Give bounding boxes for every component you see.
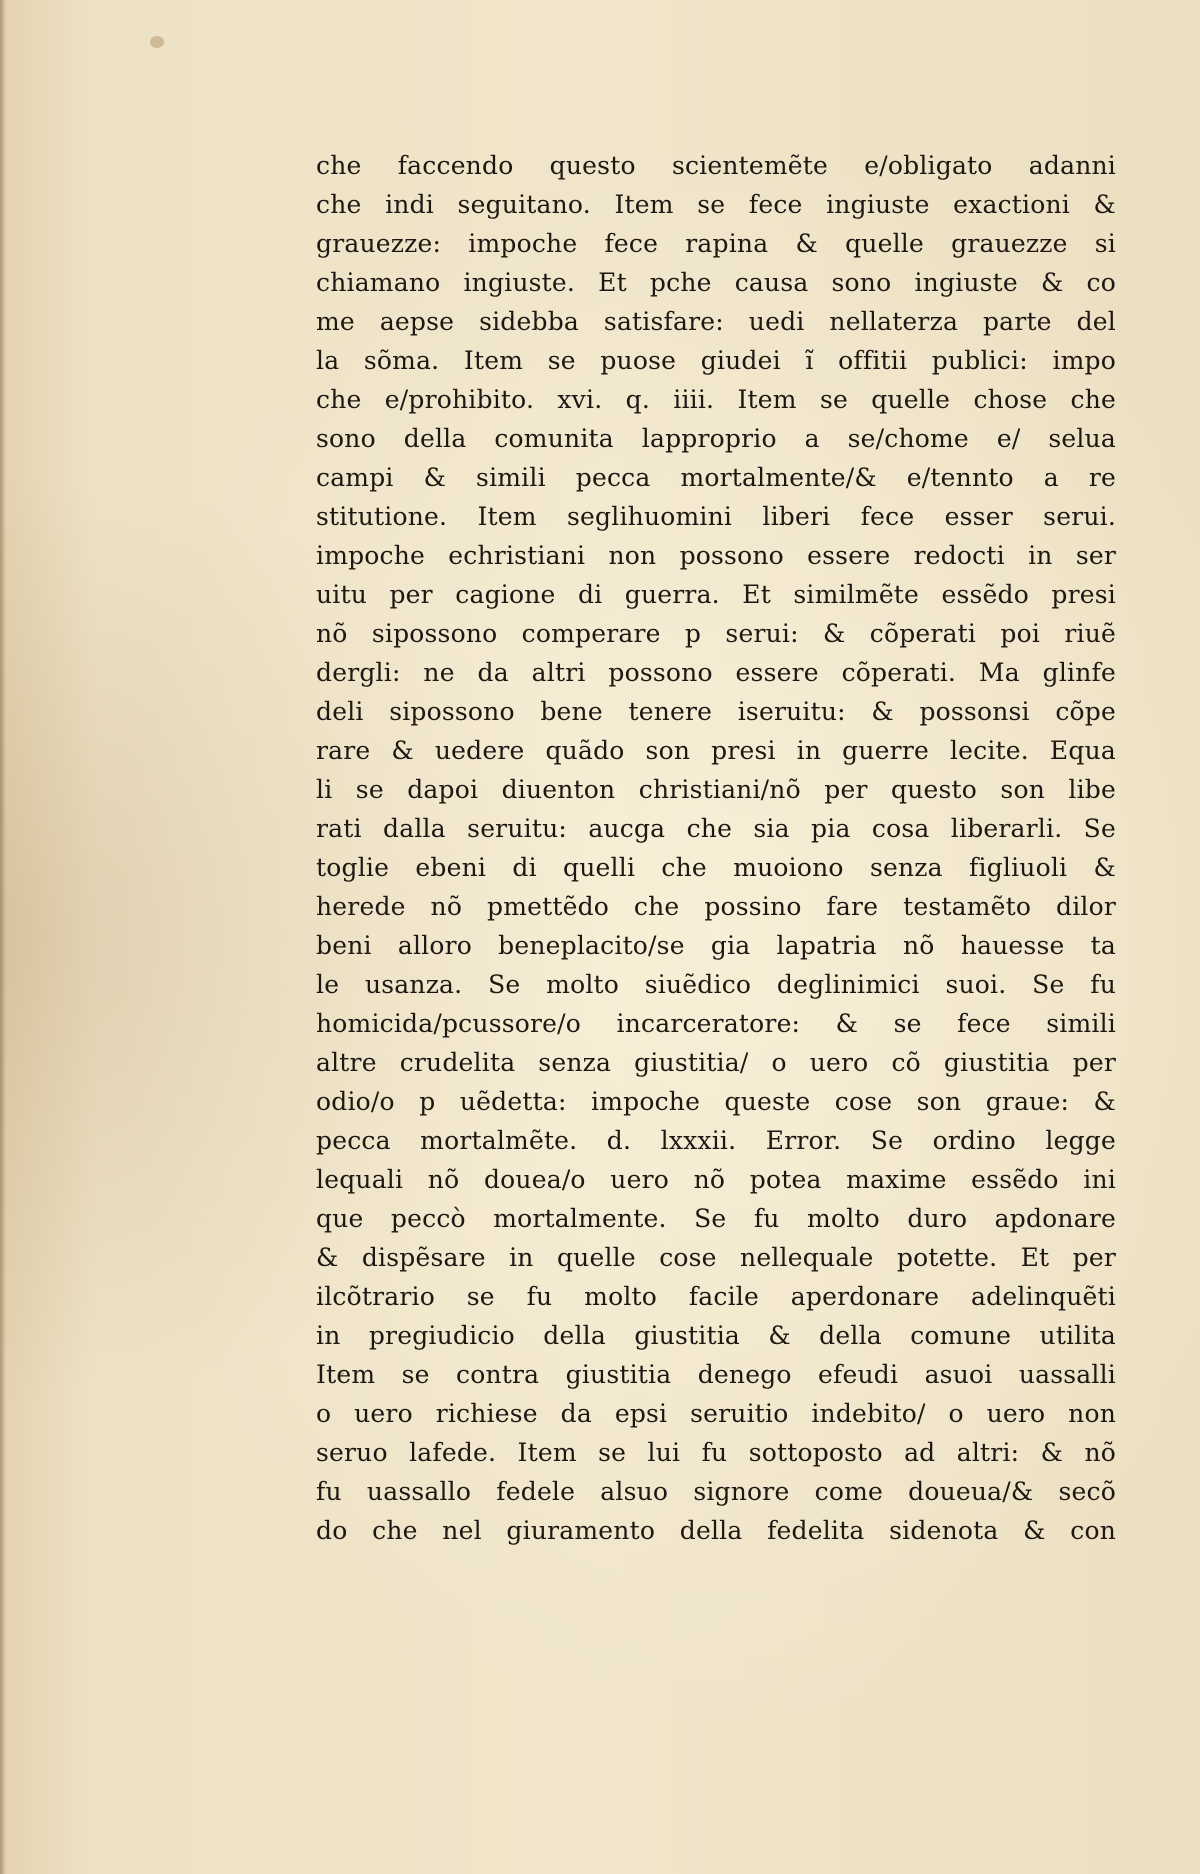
text-line: chiamano ingiuste. Et pche causa sono ingiuste & co [316, 268, 1116, 297]
page-gutter-edge [0, 0, 6, 1874]
text-line: altre crudelita senza giustitia/ o uero cõ giustitia per [316, 1048, 1116, 1077]
text-line: beni alloro beneplacito/se gia lapatria nõ hauesse ta [316, 931, 1116, 960]
text-line: pecca mortalmẽte. d. lxxxii. Error. Se ordino legge [316, 1126, 1116, 1155]
text-line: impoche echristiani non possono essere redocti in ser [316, 541, 1116, 570]
text-line: la sõma. Item se puose giudei ĩ offitii publici: impo [316, 346, 1116, 375]
ink-stain [150, 36, 164, 48]
text-line: campi & simili pecca mortalmente/& e/tennto a re [316, 463, 1116, 492]
text-line: ilcõtrario se fu molto facile aperdonare adelinquẽti [316, 1282, 1116, 1311]
text-line: rati dalla seruitu: aucga che sia pia cosa liberarli. Se [316, 814, 1116, 843]
text-line: uitu per cagione di guerra. Et similmẽte essẽdo presi [316, 580, 1116, 609]
text-line: dergli: ne da altri possono essere cõperati. Ma glinfe [316, 658, 1116, 687]
text-line: rare & uedere quãdo son presi in guerre lecite. Equa [316, 736, 1116, 765]
text-line: lequali nõ douea/o uero nõ potea maxime essẽdo ini [316, 1165, 1116, 1194]
text-line: que peccò mortalmente. Se fu molto duro apdonare [316, 1204, 1116, 1233]
text-line: me aepse sidebba satisfare: uedi nellaterza parte del [316, 307, 1116, 336]
text-column [316, 146, 1116, 1550]
text-line: in pregiudicio della giustitia & della comune utilita [316, 1321, 1116, 1350]
text-line: do che nel giuramento della fedelita sidenota & con [316, 1516, 1116, 1545]
text-line: che e/prohibito. xvi. q. iiii. Item se quelle chose che [316, 385, 1116, 414]
text-line: Item se contra giustitia denego efeudi asuoi uassalli [316, 1360, 1116, 1389]
text-line: homicida/pcussore/o incarceratore: & se fece simili [316, 1009, 1116, 1038]
text-line: herede nõ pmettẽdo che possino fare testamẽto dilor [316, 892, 1116, 921]
text-line: odio/o p uẽdetta: impoche queste cose son graue: & [316, 1087, 1116, 1116]
text-line: deli sipossono bene tenere iseruitu: & possonsi cõpe [316, 697, 1116, 726]
text-line: che faccendo questo scientemẽte e/obligato adanni [316, 151, 1116, 180]
text-line: grauezze: impoche fece rapina & quelle grauezze si [316, 229, 1116, 258]
text-line: seruo lafede. Item se lui fu sottoposto ad altri: & nõ [316, 1438, 1116, 1467]
text-line: sono della comunita lapproprio a se/chome e/ selua [316, 424, 1116, 453]
text-line: & dispẽsare in quelle cose nellequale potette. Et per [316, 1243, 1116, 1272]
text-line: fu uassallo fedele alsuo signore come doueua/& secõ [316, 1477, 1116, 1506]
text-line: nõ sipossono comperare p serui: & cõperati poi riuẽ [316, 619, 1116, 648]
text-line: che indi seguitano. Item se fece ingiuste exactioni & [316, 190, 1116, 219]
text-line: li se dapoi diuenton christiani/nõ per questo son libe [316, 775, 1116, 804]
text-line: o uero richiese da epsi seruitio indebito/ o uero non [316, 1399, 1116, 1428]
text-line: toglie ebeni di quelli che muoiono senza figliuoli & [316, 853, 1116, 882]
text-line: le usanza. Se molto siuẽdico deglinimici suoi. Se fu [316, 970, 1116, 999]
text-line: stitutione. Item seglihuomini liberi fece esser serui. [316, 502, 1116, 531]
